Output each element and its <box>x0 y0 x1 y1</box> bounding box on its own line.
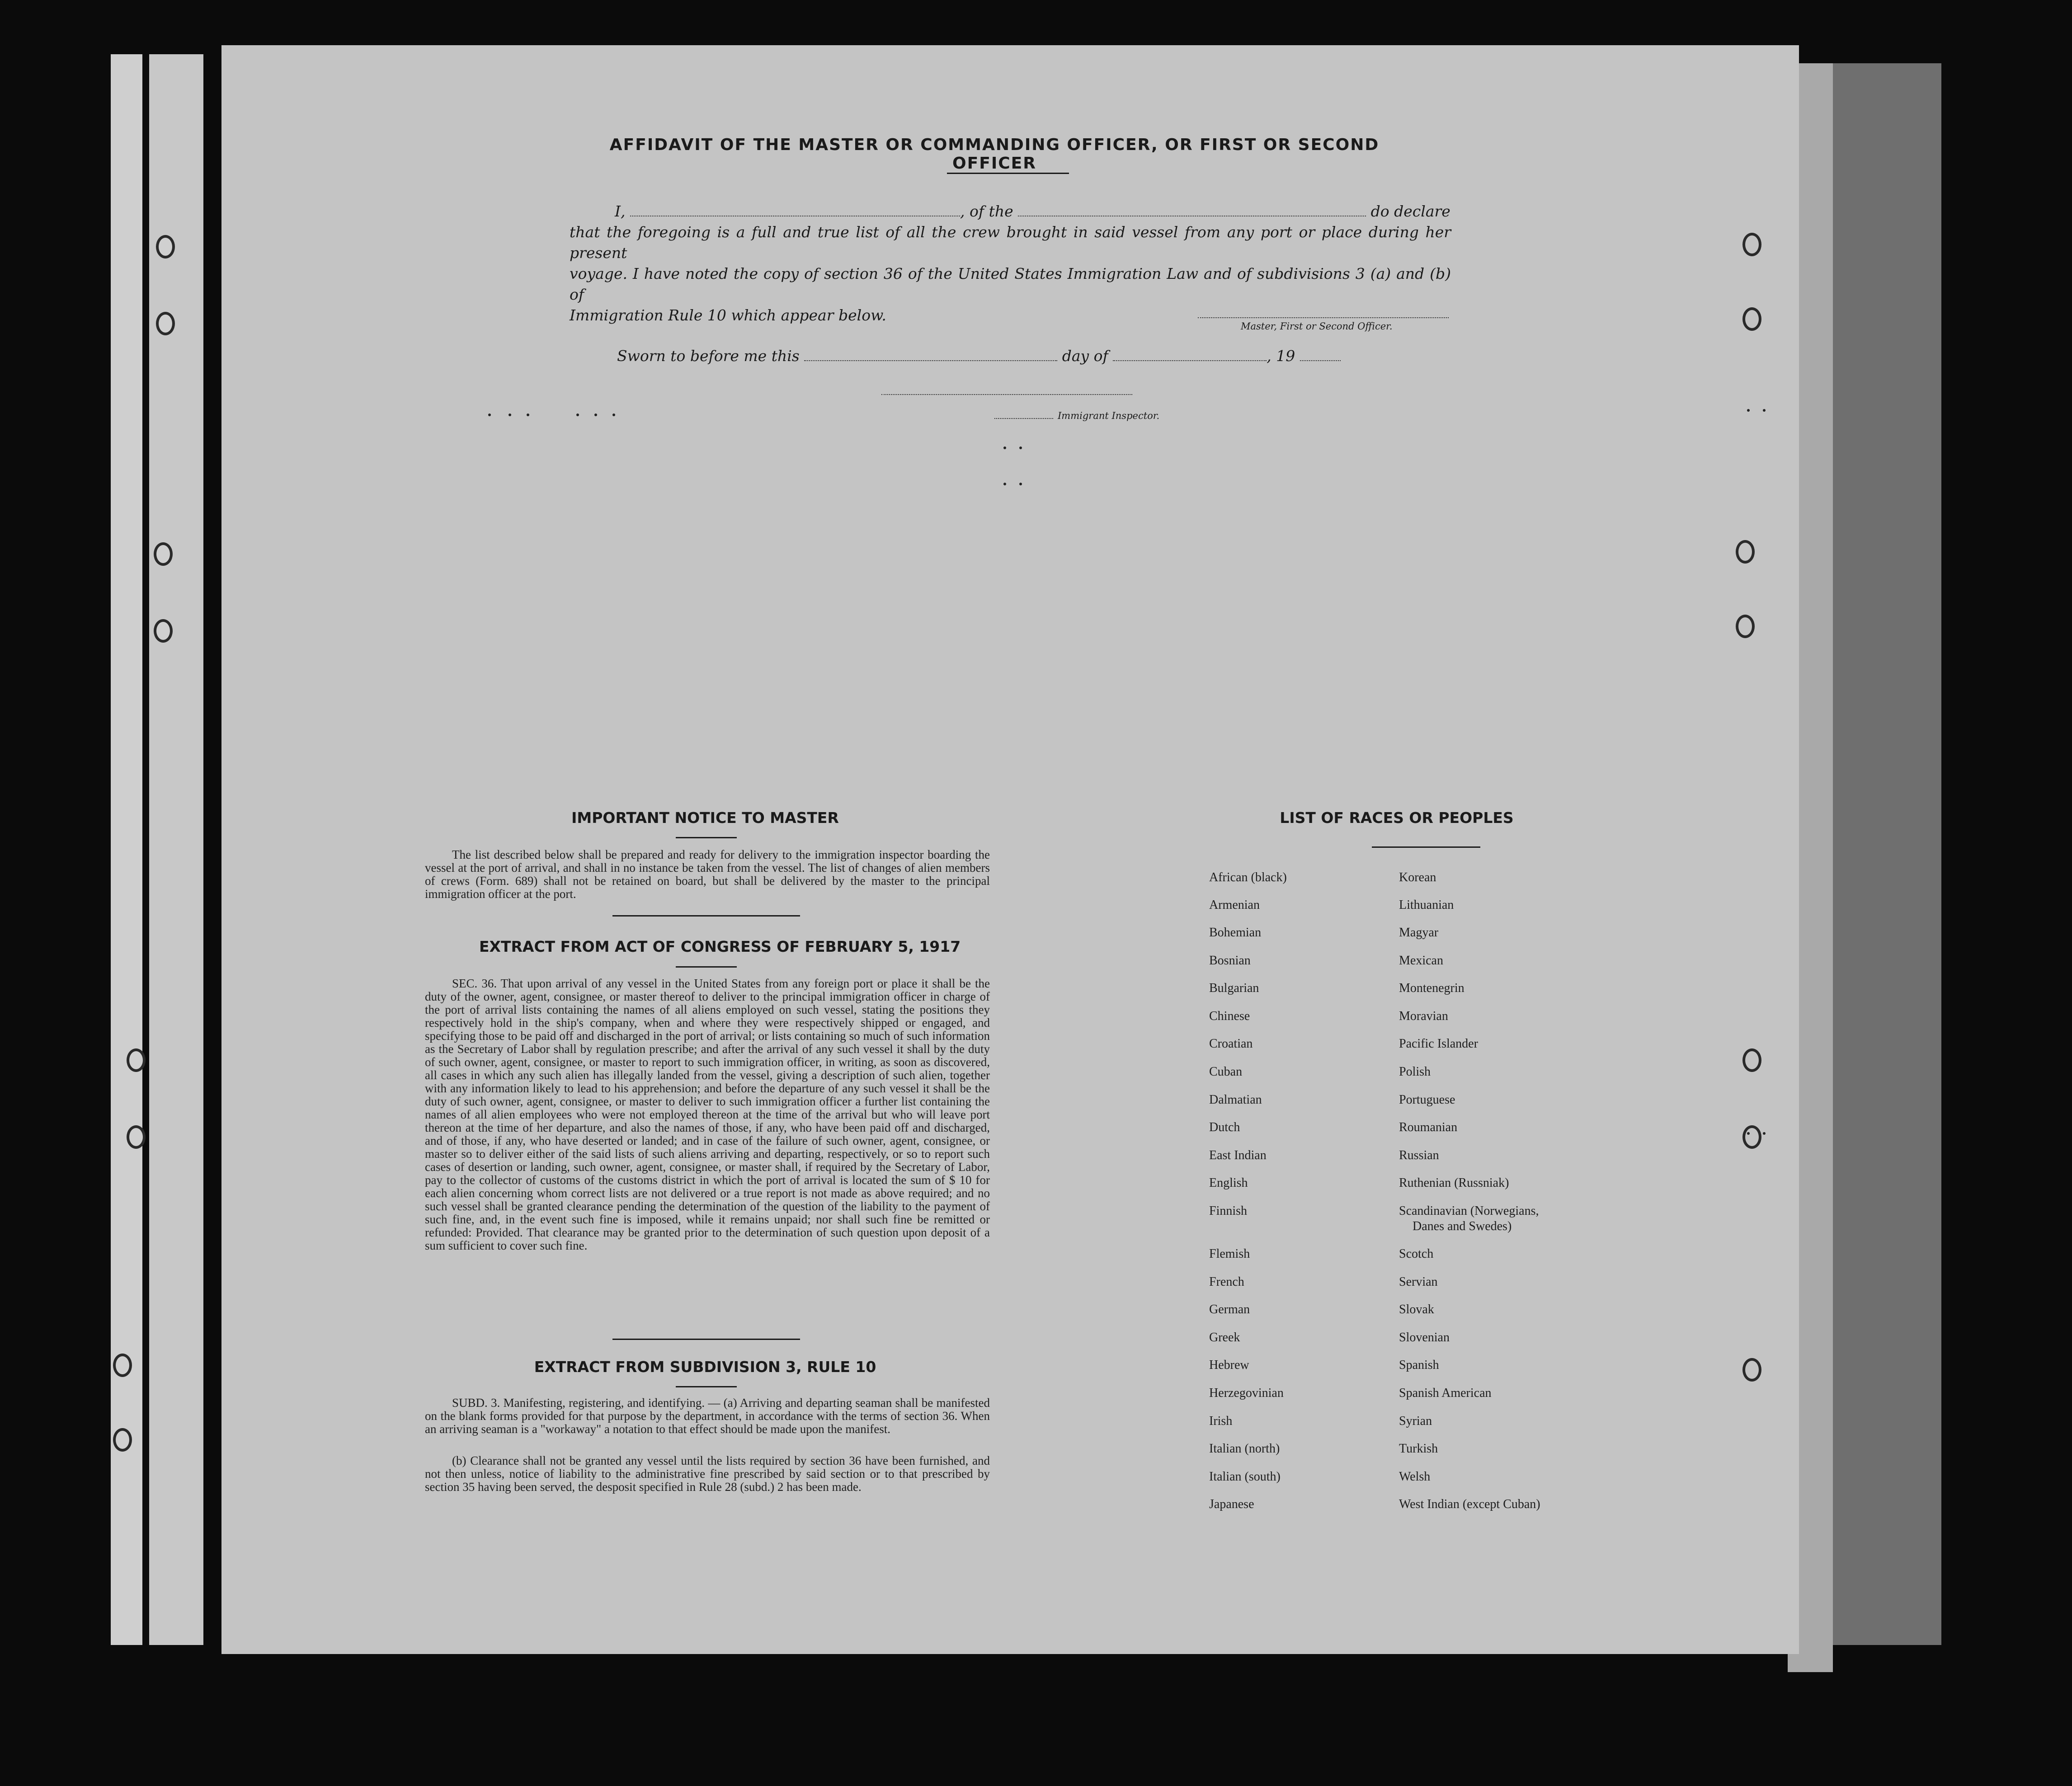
race-item: Herzegovinian <box>1209 1386 1284 1400</box>
scan-speck <box>612 414 615 416</box>
race-item: Polish <box>1399 1065 1431 1079</box>
officer-signature-field[interactable] <box>1198 317 1449 318</box>
punch-hole-icon <box>154 542 173 566</box>
scan-speck <box>509 414 511 416</box>
race-item: Roumanian <box>1399 1120 1458 1134</box>
rule10-rule <box>676 1386 737 1387</box>
scan-speck <box>488 414 491 416</box>
scan-speck <box>1763 409 1766 412</box>
race-item: Cuban <box>1209 1065 1243 1079</box>
notice-title: IMPORTANT NOTICE TO MASTER <box>571 809 839 827</box>
scan-speck <box>1747 409 1750 412</box>
race-item: Turkish <box>1399 1442 1438 1456</box>
race-item: English <box>1209 1176 1248 1190</box>
rule10-title: EXTRACT FROM SUBDIVISION 3, RULE 10 <box>534 1358 876 1376</box>
year-label: , 19 <box>1267 347 1295 365</box>
punch-hole-icon <box>156 312 175 335</box>
race-item: Chinese <box>1209 1009 1250 1023</box>
sworn-day-field[interactable] <box>804 348 1057 361</box>
rule10-para-a: SUBD. 3. Manifesting, registering, and identifying. — (a) Arriving and departing seaman shall be manifested on the blank forms provided for that purpose by the department, in accordance with the terms of section 36. When an arriving seaman is a "workaway" a notation to that effect should be made upon the manifest. <box>425 1396 990 1436</box>
race-item: Bulgarian <box>1209 981 1259 995</box>
scan-speck <box>1019 446 1022 449</box>
scan-speck <box>576 414 579 416</box>
race-item: Hebrew <box>1209 1358 1249 1372</box>
race-item: West Indian (except Cuban) <box>1399 1497 1540 1511</box>
race-item: Dalmatian <box>1209 1093 1262 1107</box>
race-item: French <box>1209 1275 1244 1289</box>
vessel-name-field[interactable] <box>1018 202 1366 216</box>
race-item: Italian (north) <box>1209 1442 1280 1456</box>
scan-speck <box>527 414 529 416</box>
title-rule <box>947 173 1069 174</box>
sworn-line <box>617 347 1341 365</box>
section-rule <box>612 915 800 916</box>
punch-hole-icon <box>156 235 175 258</box>
section-rule <box>612 1339 800 1340</box>
races-title: LIST OF RACES OR PEOPLES <box>1280 809 1514 827</box>
race-item: East Indian <box>1209 1148 1267 1162</box>
race-item: Portuguese <box>1399 1093 1455 1107</box>
race-item: Syrian <box>1399 1414 1432 1428</box>
act-rule <box>676 966 737 968</box>
race-item: African (black) <box>1209 870 1287 884</box>
race-item: Bohemian <box>1209 926 1262 940</box>
binder-strip <box>149 54 203 1645</box>
race-item: Croatian <box>1209 1037 1253 1051</box>
race-item: Spanish <box>1399 1358 1439 1372</box>
race-item: Dutch <box>1209 1120 1240 1134</box>
race-item: Russian <box>1399 1148 1439 1162</box>
act-title: EXTRACT FROM ACT OF CONGRESS OF FEBRUARY 5, 1917 <box>479 938 961 955</box>
declaration-declare-label: do declare <box>1370 202 1450 220</box>
race-item: Flemish <box>1209 1247 1250 1261</box>
sworn-year-field[interactable] <box>1300 348 1341 361</box>
race-item: Magyar <box>1399 926 1439 940</box>
punch-hole-icon <box>113 1428 132 1452</box>
punch-hole-icon <box>113 1354 132 1377</box>
race-item: Japanese <box>1209 1497 1254 1511</box>
declaration-line: voyage. I have noted the copy of section 36 of the United States Immigration Law and of subdivisions 3 (a) and (b) of <box>570 265 1451 303</box>
race-item: Armenian <box>1209 898 1260 912</box>
punch-hole-icon <box>1742 1048 1761 1072</box>
inspector-caption: Immigrant Inspector. <box>1058 410 1160 421</box>
punch-hole-icon <box>1742 1358 1761 1382</box>
affidavit-title: AFFIDAVIT OF THE MASTER OR COMMANDING OFFICER, OR FIRST OR SECOND OFFICER <box>609 136 1380 173</box>
race-item: Montenegrin <box>1399 981 1465 995</box>
scan-speck <box>1747 1132 1750 1135</box>
sworn-label: Sworn to before me this <box>617 347 800 365</box>
race-item: Pacific Islander <box>1399 1037 1478 1051</box>
race-item: Finnish <box>1209 1204 1248 1218</box>
officer-caption: Master, First or Second Officer. <box>1241 321 1393 332</box>
act-text: SEC. 36. That upon arrival of any vessel in the United States from any foreign port or place it shall be the duty of the owner, agent, consignee, or master thereof to deliver to the principal immigration officer in charge of the port of arrival lists containing the names of all aliens employed on such vessel, stating the positions they respectively hold in the ship's company, when and where they were respectively shipped or engaged, and specifying those to be paid off and discharged in the port of arrival; or lists containing so much of such information as the Secretary of Labor shall by regulation prescribe; and after the arrival of any such vessel it shall by the duty of such owner, agent, consignee, or master to report to such immigration officer, in writing, as soon as discovered, all cases in which any such alien has illegally landed from the vessel, giving a description of such alien, together with any information likely to lead to his apprehension; and before the departure of any such vessel it shall be the duty of such owner, agent, consignee, or master to deliver to such immigration officer a further list containing the names of all alien employees who were not employed thereon at the time of the arrival but who will leave port thereon at the time of her departure, and also the names of those, if any, who have been paid off and discharged, and of those, if any, who have deserted or landed; and in case of the failure of such owner, agent, consignee, or master so to deliver either of the said lists of such aliens arriving and departing, respectively, or so to report such cases of desertion or landing, such owner, agent, consignee, or master shall, if required by the Secretary of Labor, pay to the collector of customs of the customs district in which the port of arrival is located the sum of $ 10 for each alien concerning whom correct lists are not delivered or a true report is not made as above required; and no such vessel shall be granted clearance pending the determination of the question of the liability to the payment of such fine, and, in the event such fine is imposed, while it remains unpaid; nor shall such fine be remitted or refunded: Provided. That clearance may be granted prior to the determination of such question upon deposit of a sum sufficient to cover such fine. <box>425 977 990 1252</box>
notice-rule <box>676 837 737 838</box>
race-item: Bosnian <box>1209 954 1251 968</box>
declaration-of-label: , of the <box>960 202 1013 220</box>
scan-speck <box>1003 446 1006 449</box>
scan-speck <box>1019 483 1022 485</box>
race-item: Irish <box>1209 1414 1233 1428</box>
race-item: Scandinavian (Norwegians, <box>1399 1204 1539 1218</box>
race-item: Danes and Swedes) <box>1413 1219 1512 1233</box>
rule10-para-b: (b) Clearance shall not be granted any vessel until the lists required by section 36 have been furnished, and not then unless, notice of liability to the administrative fine prescribed by said section or to that prescribed by section 35 having been served, the desposit specified in Rule 28 (subd.) 2 has been made. <box>425 1454 990 1494</box>
sworn-month-field[interactable] <box>1113 348 1267 361</box>
declaration-text <box>570 201 1451 326</box>
binder-strip <box>111 54 142 1645</box>
race-item: Scotch <box>1399 1247 1434 1261</box>
scan-speck <box>594 414 597 416</box>
race-item: Ruthenian (Russniak) <box>1399 1176 1509 1190</box>
race-item: Slovenian <box>1399 1330 1450 1344</box>
binder-strip <box>1833 63 1941 1645</box>
scan-speck <box>1763 1132 1766 1135</box>
master-name-field[interactable] <box>630 202 960 216</box>
day-of-label: day of <box>1062 347 1108 365</box>
punch-hole-icon <box>1742 1125 1761 1149</box>
punch-hole-icon <box>1742 307 1761 331</box>
declaration-line: that the foregoing is a full and true list of all the crew brought in said vessel from any port or place during her present <box>570 223 1451 262</box>
race-item: Greek <box>1209 1330 1240 1344</box>
declaration-i-label: I, <box>615 202 626 220</box>
race-item: Moravian <box>1399 1009 1448 1023</box>
races-rule <box>1372 846 1480 848</box>
punch-hole-icon <box>127 1125 146 1149</box>
race-item: Spanish American <box>1399 1386 1492 1400</box>
scan-speck <box>1003 483 1006 485</box>
punch-hole-icon <box>127 1048 146 1072</box>
race-item: Slovak <box>1399 1302 1434 1316</box>
race-item: Mexican <box>1399 954 1443 968</box>
race-item: Servian <box>1399 1275 1438 1289</box>
inspector-signature-field[interactable] <box>881 394 1132 395</box>
declaration-line: Immigration Rule 10 which appear below. <box>570 306 886 324</box>
punch-hole-icon <box>1742 233 1761 256</box>
punch-hole-icon <box>154 619 173 643</box>
race-item: Italian (south) <box>1209 1470 1281 1484</box>
punch-hole-icon <box>1736 615 1755 638</box>
race-item: Welsh <box>1399 1470 1431 1484</box>
inspector-signature-dots <box>994 418 1053 419</box>
punch-hole-icon <box>1736 540 1755 564</box>
race-item: Korean <box>1399 870 1436 884</box>
race-item: Lithuanian <box>1399 898 1454 912</box>
notice-text: The list described below shall be prepared and ready for delivery to the immigration inspector boarding the vessel at the port of arrival, and shall in no instance be taken from the vessel. The list of changes of alien members of crews (Form. 689) shall not be retained on board, but shall be delivered by the master to the principal immigration officer at the port. <box>425 848 990 901</box>
race-item: German <box>1209 1302 1250 1316</box>
